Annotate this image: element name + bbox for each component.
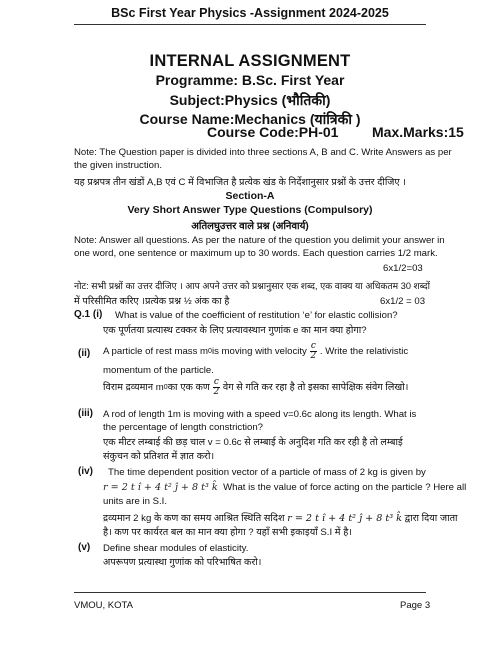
q4-question: What is the value of force acting on the particle ? Here all — [223, 482, 467, 493]
q2-text-c: . Write the relativistic — [319, 346, 409, 357]
page-header-title: BSc First Year Physics -Assignment 2024-2025 — [111, 6, 389, 20]
instruction-hindi-line-1: नोट: सभी प्रश्नों का उत्तर दीजिए । आप अपने उत्तर को प्रश्नानुसार एक शब्द, एक वाक्य या अधिकतम 30 शब्दों — [74, 281, 431, 291]
question-3-number: (iii) — [78, 408, 93, 419]
question-4-line-2 — [103, 481, 466, 494]
main-heading: INTERNAL ASSIGNMENT — [149, 52, 351, 70]
programme-heading: Programme: B.Sc. First Year — [155, 72, 345, 88]
footer-institution: VMOU, KOTA — [74, 600, 133, 611]
instruction-line-1: Note: Answer all questions. As per the nature of the question you delimit your answer in — [74, 235, 445, 246]
q2-hi-b: का एक कण — [167, 382, 210, 393]
position-vector-equation-hindi: r = 2 t î + 4 t² ĵ + 8 t³ k̂ — [287, 513, 402, 524]
instruction-hindi-line-2: में परिसीमित करिए ।प्रत्येक प्रश्न ½ अंक का है — [74, 296, 230, 307]
velocity-fraction — [310, 342, 317, 361]
fraction-numerator: c — [213, 377, 219, 387]
question-4-line-1: The time dependent position vector of a particle of mass of 2 kg is given by — [108, 467, 426, 478]
section-type-hindi: अतिलघुउत्तर वाले प्रश्न (अनिवार्य) — [191, 221, 309, 232]
note-hindi: यह प्रश्नपत्र तीन खंडों A,B एवं C में विभाजित है प्रत्येक खंड के निर्देशानुसार प्रश्नों के उत्तर दीजिए । — [74, 177, 407, 188]
question-3-line-1: A rod of length 1m is moving with a speed v=0.6c along its length. What is — [103, 409, 417, 420]
question-5-text: Define shear modules of elasticity. — [103, 543, 249, 554]
question-3-hindi-2: संकुचन को प्रतिशत में ज्ञात करो। — [103, 451, 215, 462]
q2-hi-c: वेग से गति कर रहा है तो इसका सापेक्षिक संवेग लिखो। — [222, 382, 409, 393]
q2-sub: 0 — [208, 348, 212, 355]
fraction-denominator: 2 — [310, 351, 317, 361]
q2-hi-a: विराम द्रव्यमान m — [103, 382, 164, 393]
header-divider — [74, 24, 426, 25]
question-4-hindi-2: है। कण पर कार्यरत बल का मान क्या होगा ? यहाँ सभी इकाइयाँ S.I में है। — [103, 527, 352, 538]
q4-hi-b: द्वारा दिया जाता — [404, 513, 458, 524]
question-2-line-2: momentum of the particle. — [103, 365, 214, 376]
instruction-hindi-marks: 6x1/2 = 03 — [380, 296, 426, 307]
note-line-2: the given instruction. — [74, 160, 162, 171]
question-2-hindi — [103, 378, 408, 397]
instruction-marks: 6x1/2=03 — [383, 263, 423, 274]
q2-text-b: is moving with velocity — [211, 346, 307, 357]
footer-page-number: Page 3 — [400, 600, 431, 611]
course-code: Course Code:PH-01 — [207, 124, 339, 140]
question-5-text-hindi: अपरूपण प्रत्यास्था गुणांक को परिभाषित करो। — [103, 557, 262, 568]
question-1-text-hindi: एक पूर्णतया प्रत्यास्थ टक्कर के लिए प्रत्यावस्थान गुणांक e का मान क्या होगा? — [103, 325, 367, 336]
footer-divider — [74, 592, 426, 593]
q4-hi-a: द्रव्यमान 2 kg के कण का समय आश्रित स्थिति सदिश — [103, 513, 285, 524]
section-type: Very Short Answer Type Questions (Compulsory) — [127, 204, 373, 216]
velocity-fraction-hindi — [213, 378, 220, 397]
question-2-number: (ii) — [78, 348, 91, 359]
fraction-denominator: 2 — [213, 387, 220, 397]
question-4-line-3: units are in S.I. — [103, 496, 167, 507]
question-3-hindi-1: एक मीटर लम्बाई की छड़ चाल v = 0.6c से लम्बाई के अनुदिश गति कर रही है तो लम्बाई — [103, 437, 403, 448]
question-1-number: Q.1 (i) — [74, 309, 103, 320]
note-line-1: Note: The Question paper is divided into three sections A, B and C. Write Answers as per — [74, 147, 452, 158]
instruction-line-2: one word, one sentence or maximum up to 30 words. Each question carries 1/2 mark. — [74, 248, 438, 259]
question-3-line-2: the percentage of length constriction? — [103, 422, 264, 433]
question-4-hindi-1 — [103, 512, 458, 525]
position-vector-equation: r = 2 t î + 4 t² ĵ + 8 t³ k̂ — [103, 482, 218, 493]
q2-hi-sub: 0 — [163, 384, 168, 391]
question-5-number: (v) — [78, 542, 91, 553]
question-2-line-1 — [103, 342, 408, 361]
fraction-numerator: c — [310, 341, 316, 351]
subject-heading: Subject:Physics (भौतिकी) — [169, 92, 331, 108]
max-marks: Max.Marks:15 — [372, 124, 464, 140]
section-title: Section-A — [225, 190, 275, 202]
course-name-heading: Course Name:Mechanics (यांत्रिकी ) — [139, 111, 361, 127]
question-1-text: What is value of the coefficient of restitution ‘e’ for elastic collision? — [115, 310, 398, 321]
question-4-number: (iv) — [78, 466, 93, 477]
q2-text-a: A particle of rest mass m — [103, 346, 209, 357]
